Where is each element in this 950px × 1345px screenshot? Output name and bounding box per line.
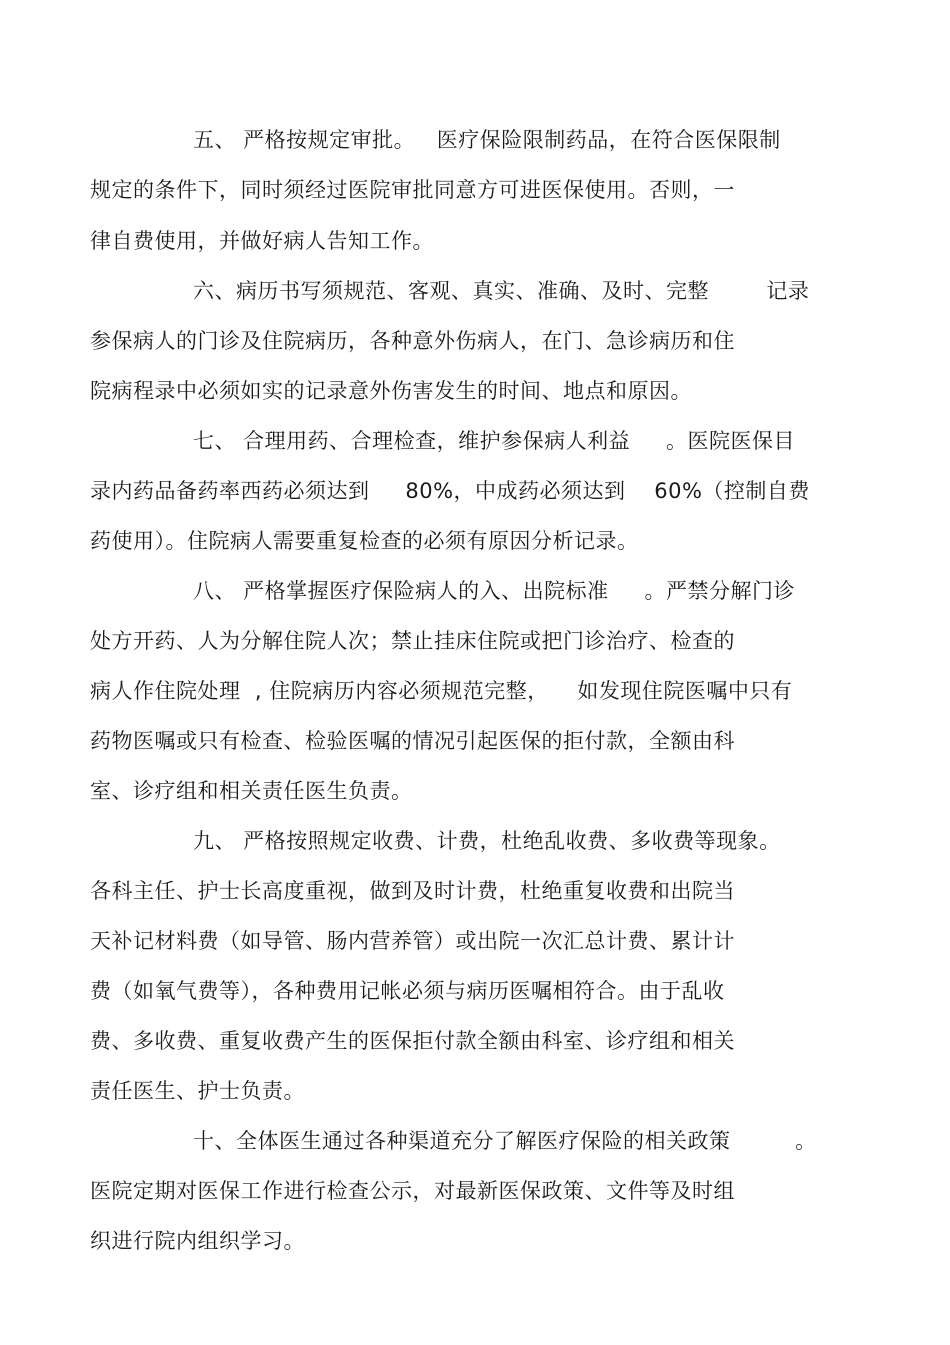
paragraph-7-line-2: 录内药品备药率西药必须达到 80%，中成药必须达到 60%（控制自费 bbox=[90, 479, 810, 503]
paragraph-8-line-1: 八、 严格掌握医疗保险病人的入、出院标准 。严禁分解门诊 bbox=[193, 579, 796, 603]
paragraph-5-line-3: 律自费使用，并做好病人告知工作。 bbox=[90, 229, 434, 253]
paragraph-9-line-5: 费、多收费、重复收费产生的医保拒付款全额由科室、诊疗组和相关 bbox=[90, 1029, 735, 1053]
paragraph-5-line-2: 规定的条件下，同时须经过医院审批同意方可进医保使用。否则，一 bbox=[90, 178, 735, 202]
paragraph-9-line-6: 责任医生、护士负责。 bbox=[90, 1079, 305, 1103]
paragraph-7-line-1: 七、 合理用药、合理检查，维护参保病人利益 。医院医保目 bbox=[193, 429, 796, 453]
paragraph-10-line-2: 医院定期对医保工作进行检查公示，对最新医保政策、文件等及时组 bbox=[90, 1179, 735, 1203]
paragraph-8-line-2: 处方开药、人为分解住院人次；禁止挂床住院或把门诊治疗、检查的 bbox=[90, 629, 735, 653]
paragraph-6-line-1: 六、病历书写须规范、客观、真实、准确、及时、完整 记录 bbox=[193, 279, 810, 303]
paragraph-8-line-4: 药物医嘱或只有检查、检验医嘱的情况引起医保的拒付款，全额由科 bbox=[90, 729, 735, 753]
paragraph-10-line-3: 织进行院内组织学习。 bbox=[90, 1229, 305, 1253]
paragraph-7-line-3: 药使用）。住院病人需要重复检查的必须有原因分析记录。 bbox=[90, 529, 639, 553]
paragraph-6-line-3: 院病程录中必须如实的记录意外伤害发生的时间、地点和原因。 bbox=[90, 379, 692, 403]
paragraph-6-line-2: 参保病人的门诊及住院病历，各种意外伤病人，在门、急诊病历和住 bbox=[90, 329, 735, 353]
paragraph-8-line-3: 病人作住院处理 , 住院病历内容必须规范完整， 如发现住院医嘱中只有 bbox=[90, 679, 793, 703]
paragraph-5-line-1: 五、 严格按规定审批。 医疗保险限制药品，在符合医保限制 bbox=[193, 128, 781, 152]
paragraph-9-line-3: 天补记材料费（如导管、肠内营养管）或出院一次汇总计费、累计计 bbox=[90, 929, 735, 953]
paragraph-9-line-1: 九、 严格按照规定收费、计费，杜绝乱收费、多收费等现象。 bbox=[193, 829, 781, 853]
paragraph-8-line-5: 室、诊疗组和相关责任医生负责。 bbox=[90, 779, 413, 803]
paragraph-9-line-4: 费（如氧气费等），各种费用记帐必须与病历医嘱相符合。由于乱收 bbox=[90, 979, 725, 1003]
paragraph-10-line-1: 十、全体医生通过各种渠道充分了解医疗保险的相关政策 。 bbox=[193, 1129, 817, 1153]
paragraph-9-line-2: 各科主任、护士长高度重视，做到及时计费，杜绝重复收费和出院当 bbox=[90, 879, 735, 903]
